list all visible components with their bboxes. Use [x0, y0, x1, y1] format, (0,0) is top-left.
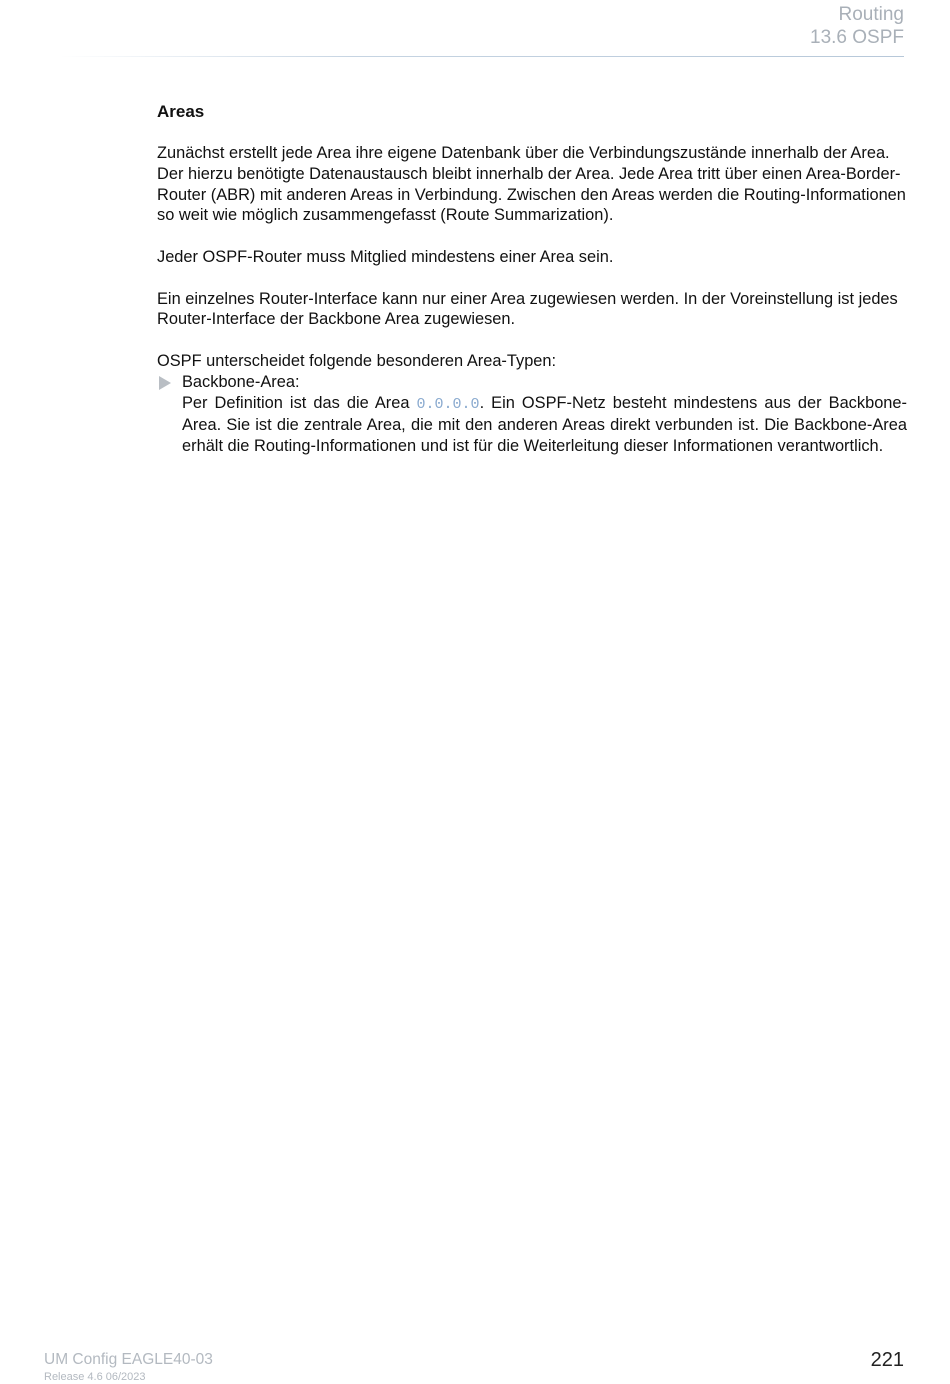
list-item-text-before: Per Definition ist das die Area [182, 393, 417, 412]
list-item [157, 372, 907, 457]
list-item-body [182, 393, 907, 457]
main-content [157, 100, 907, 457]
paragraph-area-types-intro: OSPF unterscheidet folgende besonderen Area-Typen: [157, 351, 557, 370]
header-chapter: Routing [838, 4, 904, 25]
page-number: 221 [870, 1349, 904, 1371]
list-item-title: Backbone-Area: [182, 372, 300, 391]
header-divider [60, 56, 904, 57]
paragraph-databases: Zunächst erstellt jede Area ihre eigene Datenbank über die Verbindungszustände innerhalb der Area. Der hierzu benötigte Datenaustausch bleibt innerhalb der Area. Jede Area tritt über einen Area-Border-Router (ABR) mit anderen Areas in Verbindung. Zwischen den Areas werden die Routing-Informationen so weit wie möglich zusammengefasst (Route Summarization). [157, 144, 906, 225]
section-title: Areas [157, 102, 205, 121]
footer-document-info [44, 1350, 213, 1384]
triangle-bullet-icon [159, 376, 171, 390]
paragraph-membership: Jeder OSPF-Router muss Mitglied mindestens einer Area sein. [157, 247, 614, 266]
list-item-text-after: . Ein OSPF-Netz besteht mindestens aus der Backbone-Area. Sie ist die zentrale Area, die mit den anderen Areas direkt verbunden ist. Die Backbone-Area erhält die Routing-Informationen und ist für die Weiterleitung dieser Informationen verantwortlich. [182, 393, 907, 456]
paragraph-interface: Ein einzelnes Router-Interface kann nur einer Area zugewiesen werden. In der Voreinstellung ist jedes Router-Interface der Backbone Area zugewiesen. [157, 289, 898, 329]
area-types-list [157, 372, 907, 457]
running-header [810, 3, 904, 49]
header-section: 13.6 OSPF [810, 27, 904, 48]
area-id-code: 0.0.0.0 [416, 395, 480, 413]
footer-release: Release 4.6 06/2023 [44, 1371, 146, 1383]
footer-document-name: UM Config EAGLE40-03 [44, 1351, 213, 1368]
